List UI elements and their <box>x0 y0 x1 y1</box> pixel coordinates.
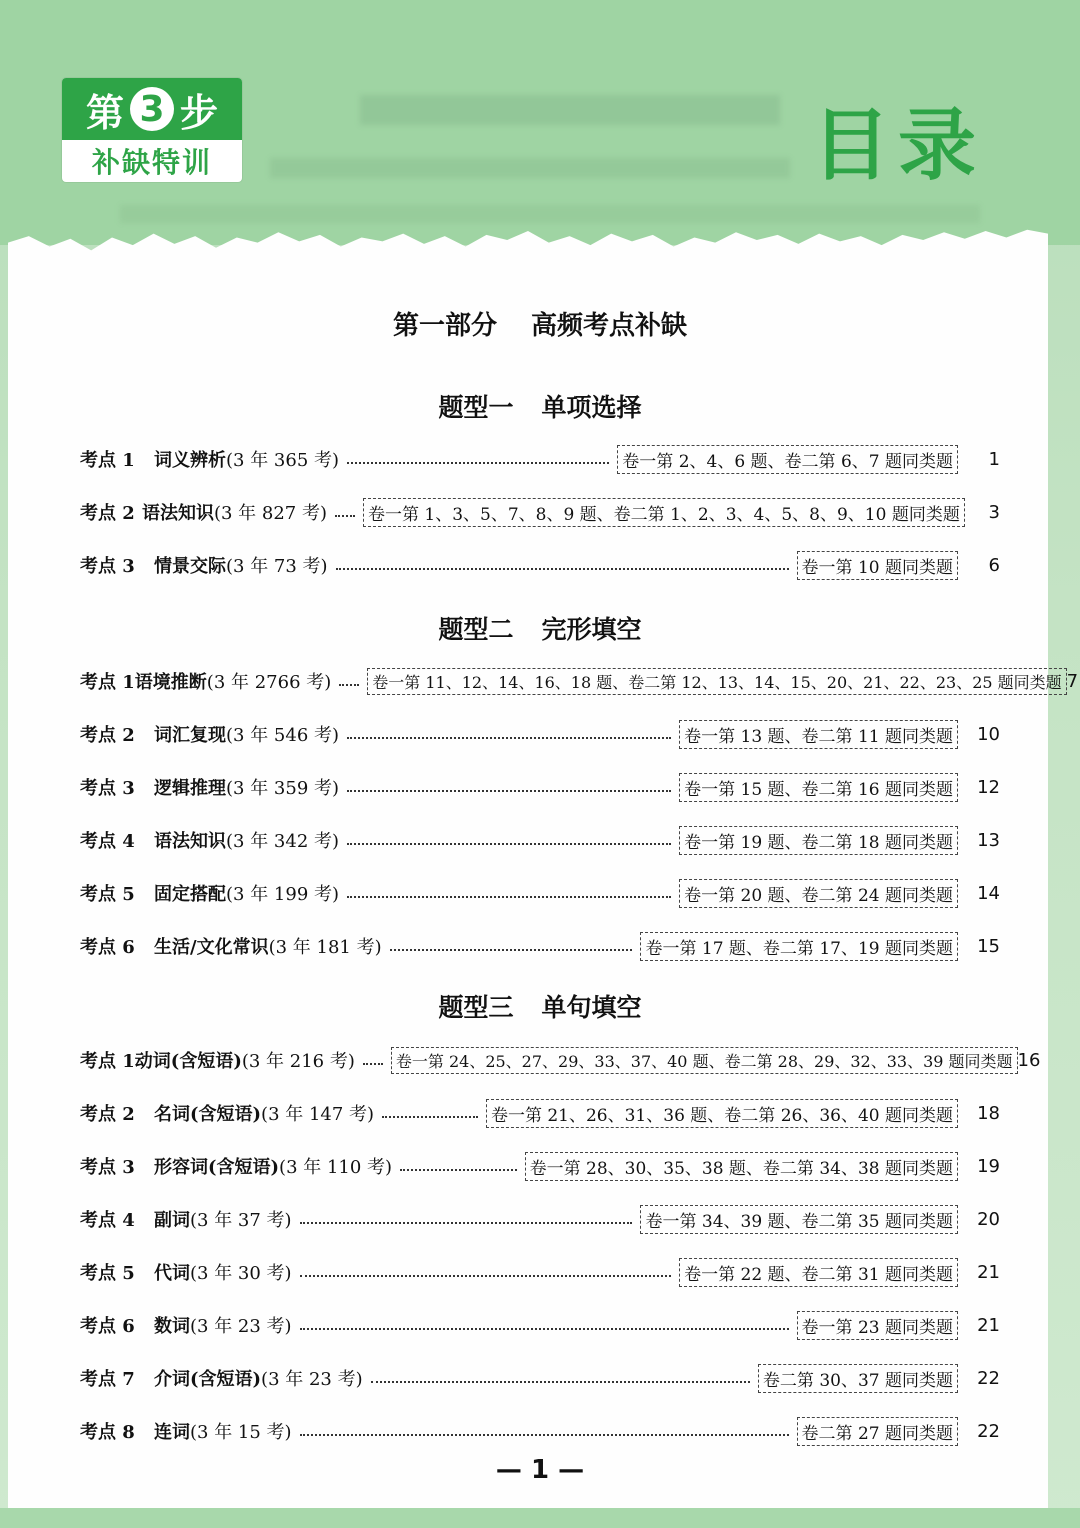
step-prefix: 第 <box>85 90 124 135</box>
entry-count: (3 年 2766 考) <box>206 672 332 693</box>
entry-label: 考点 8 <box>80 1422 135 1443</box>
entry-label: 考点 7 <box>80 1369 135 1390</box>
entry-reference-box: 卷二第 27 题同类题 <box>797 1417 958 1446</box>
entry-name: 副词 <box>154 1210 190 1231</box>
dot-leader <box>336 568 789 570</box>
entry-label: 考点 1 <box>80 450 135 471</box>
entry-name: 语境推断 <box>134 672 207 693</box>
entry-page: 15 <box>977 935 1000 957</box>
entry-page: 19 <box>977 1155 1000 1177</box>
entry-reference-box: 卷一第 19 题、卷二第 18 题同类题 <box>679 826 958 855</box>
entry-reference-box: 卷一第 28、30、35、38 题、卷二第 34、38 题同类题 <box>525 1152 958 1181</box>
dot-leader <box>347 896 671 898</box>
entry-label: 考点 5 <box>80 1263 135 1284</box>
entry-reference-box: 卷一第 23 题同类题 <box>797 1311 958 1340</box>
toc-entry[interactable] <box>80 548 1000 582</box>
dot-leader <box>400 1169 517 1171</box>
entry-name: 连词 <box>154 1422 190 1443</box>
entry-name: 形容词(含短语) <box>154 1157 280 1178</box>
entry-page: 1 <box>988 448 1000 470</box>
entry-reference-box: 卷一第 22 题、卷二第 31 题同类题 <box>679 1258 958 1287</box>
toc-entry[interactable] <box>80 495 1000 529</box>
toc-entry[interactable] <box>80 664 1079 698</box>
entry-page: 20 <box>977 1208 1000 1230</box>
entry-reference-box: 卷二第 30、37 题同类题 <box>758 1364 958 1393</box>
entry-page: 10 <box>977 723 1000 745</box>
entry-reference-box: 卷一第 13 题、卷二第 11 题同类题 <box>679 720 958 749</box>
entry-page: 14 <box>977 882 1000 904</box>
entry-label: 考点 2 <box>80 503 135 524</box>
entry-page: 16 <box>1017 1049 1041 1071</box>
entry-reference-box: 卷一第 1、3、5、7、8、9 题、卷二第 1、2、3、4、5、8、9、10 题同类题 <box>363 498 965 527</box>
entry-name: 名词(含短语) <box>154 1104 262 1125</box>
entry-reference-box: 卷一第 17 题、卷二第 17、19 题同类题 <box>640 932 958 961</box>
entry-label: 考点 2 <box>80 725 135 746</box>
toc-entry[interactable] <box>80 1202 1000 1236</box>
entry-reference-box: 卷一第 10 题同类题 <box>797 551 958 580</box>
toc-entry[interactable] <box>80 823 1000 857</box>
entry-count: (3 年 342 考) <box>226 831 340 852</box>
toc-entry[interactable] <box>80 1308 1000 1342</box>
toc-entry[interactable] <box>80 770 1000 804</box>
dot-leader <box>347 737 671 739</box>
dot-leader <box>371 1381 750 1383</box>
toc-entry[interactable] <box>80 442 1000 476</box>
section-label: 题型三 <box>438 993 514 1022</box>
entry-name: 数词 <box>154 1316 190 1337</box>
section-heading <box>0 610 1080 646</box>
toc-entry[interactable] <box>80 1361 1000 1395</box>
dot-leader <box>347 843 671 845</box>
dot-leader <box>347 462 609 464</box>
entry-label: 考点 1 <box>80 672 135 693</box>
entry-count: (3 年 365 考) <box>226 450 340 471</box>
section-heading <box>0 988 1080 1024</box>
bleed-through-text <box>120 205 980 223</box>
bleed-through-text <box>270 158 790 178</box>
entry-count: (3 年 30 考) <box>190 1263 292 1284</box>
entry-name: 词义辨析 <box>154 450 226 471</box>
entry-label: 考点 2 <box>80 1104 135 1125</box>
entry-count: (3 年 546 考) <box>226 725 340 746</box>
entry-label: 考点 1 <box>80 1051 135 1072</box>
entry-page: 13 <box>977 829 1000 851</box>
entry-count: (3 年 359 考) <box>226 778 340 799</box>
entry-count: (3 年 37 考) <box>190 1210 292 1231</box>
step-badge-title <box>62 78 242 140</box>
entry-count: (3 年 23 考) <box>190 1316 292 1337</box>
entry-label: 考点 6 <box>80 937 135 958</box>
entry-page: 12 <box>977 776 1000 798</box>
dot-leader <box>300 1222 633 1224</box>
section-label: 题型一 <box>438 393 514 422</box>
entry-count: (3 年 181 考) <box>268 937 382 958</box>
entry-count: (3 年 216 考) <box>241 1051 355 1072</box>
entry-count: (3 年 73 考) <box>226 556 328 577</box>
section-name: 单项选择 <box>541 393 642 422</box>
entry-reference-box: 卷一第 15 题、卷二第 16 题同类题 <box>679 773 958 802</box>
entry-name: 生活/文化常识 <box>154 937 269 958</box>
entry-page: 22 <box>977 1420 1000 1442</box>
toc-entry[interactable] <box>80 1149 1000 1183</box>
toc-entry[interactable] <box>80 717 1000 751</box>
entry-label: 考点 5 <box>80 884 135 905</box>
dot-leader <box>339 684 359 686</box>
bottom-band <box>0 1508 1080 1528</box>
entry-name: 词汇复现 <box>154 725 226 746</box>
toc-entry[interactable] <box>80 1255 1000 1289</box>
part-heading <box>0 305 1080 342</box>
section-name: 完形填空 <box>541 615 642 644</box>
step-badge <box>62 78 242 182</box>
dot-leader <box>300 1434 789 1436</box>
entry-page: 21 <box>977 1314 1000 1336</box>
dot-leader <box>347 790 671 792</box>
entry-name: 介词(含短语) <box>154 1369 262 1390</box>
entry-reference-box: 卷一第 34、39 题、卷二第 35 题同类题 <box>640 1205 958 1234</box>
part-name: 高频考点补缺 <box>531 311 688 341</box>
toc-entry[interactable] <box>80 1096 1000 1130</box>
entry-name: 语法知识 <box>154 831 226 852</box>
entry-reference-box: 卷一第 21、26、31、36 题、卷二第 26、36、40 题同类题 <box>486 1099 958 1128</box>
entry-page: 22 <box>977 1367 1000 1389</box>
toc-entry[interactable] <box>80 1043 1041 1077</box>
entry-name: 代词 <box>154 1263 190 1284</box>
entry-reference-box: 卷一第 2、4、6 题、卷二第 6、7 题同类题 <box>617 445 958 474</box>
entry-reference-box: 卷一第 24、25、27、29、33、37、40 题、卷二第 28、29、32、33、39 题同类题 <box>391 1047 1018 1074</box>
section-label: 题型二 <box>438 615 514 644</box>
entry-count: (3 年 110 考) <box>279 1157 393 1178</box>
entry-count: (3 年 15 考) <box>190 1422 292 1443</box>
entry-page: 3 <box>988 501 1000 523</box>
dot-leader <box>335 515 355 517</box>
dot-leader <box>382 1116 478 1118</box>
entry-count: (3 年 199 考) <box>226 884 340 905</box>
section-heading <box>0 388 1080 424</box>
entry-name: 固定搭配 <box>154 884 226 905</box>
entry-name: 情景交际 <box>154 556 226 577</box>
page-title: 目录 <box>812 101 985 191</box>
dot-leader <box>300 1275 672 1277</box>
entry-name: 逻辑推理 <box>154 778 226 799</box>
page-number: — 1 — <box>495 1455 585 1485</box>
entry-reference-box: 卷一第 11、12、14、16、18 题、卷二第 12、13、14、15、20、21、22、23、25 题同类题 <box>367 668 1066 695</box>
entry-page: 7 <box>1066 670 1079 692</box>
entry-page: 18 <box>977 1102 1000 1124</box>
entry-label: 考点 3 <box>80 778 135 799</box>
entry-label: 考点 4 <box>80 1210 135 1231</box>
dot-leader <box>363 1063 383 1065</box>
step-badge-subtitle: 补缺特训 <box>91 146 212 179</box>
bleed-through-text <box>360 95 780 125</box>
entry-label: 考点 6 <box>80 1316 135 1337</box>
step-suffix: 步 <box>180 90 219 135</box>
part-label: 第一部分 <box>392 311 497 341</box>
entry-count: (3 年 827 考) <box>213 503 327 524</box>
entry-page: 6 <box>988 554 1000 576</box>
entry-label: 考点 3 <box>80 1157 135 1178</box>
step-number-circle: 3 <box>130 87 174 131</box>
toc-entry[interactable] <box>80 1414 1000 1448</box>
entry-count: (3 年 23 考) <box>261 1369 363 1390</box>
entry-page: 21 <box>977 1261 1000 1283</box>
section-name: 单句填空 <box>541 993 642 1022</box>
entry-name: 动词(含短语) <box>134 1051 242 1072</box>
entry-count: (3 年 147 考) <box>261 1104 375 1125</box>
toc-entry[interactable] <box>80 929 1000 963</box>
dot-leader <box>300 1328 789 1330</box>
toc-entry[interactable] <box>80 876 1000 910</box>
entry-name: 语法知识 <box>141 503 214 524</box>
dot-leader <box>390 949 633 951</box>
entry-label: 考点 3 <box>80 556 135 577</box>
entry-reference-box: 卷一第 20 题、卷二第 24 题同类题 <box>679 879 958 908</box>
entry-label: 考点 4 <box>80 831 135 852</box>
